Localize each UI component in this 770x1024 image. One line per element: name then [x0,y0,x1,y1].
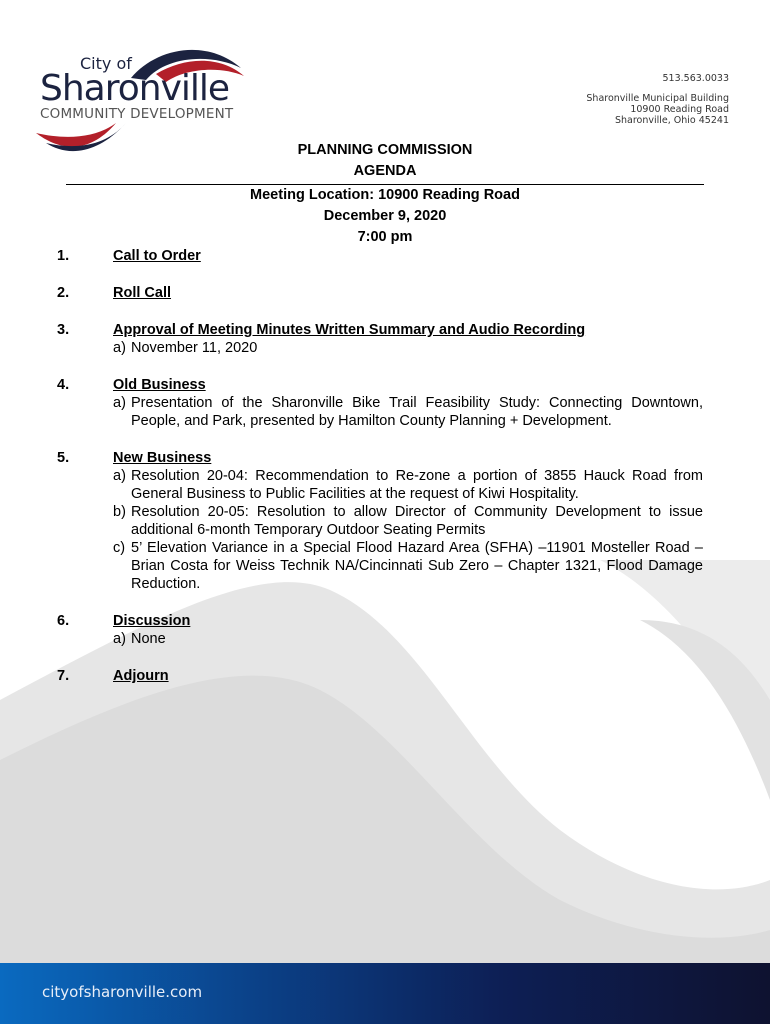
sub-item-text: 5’ Elevation Variance in a Special Flood Hazard Area (SFHA) –11901 Mosteller Road – Brian Costa for Weiss Technik NA/Cincinnati Sub Zero – Chapter 1321, Flood Damage Reduction. [131,540,703,592]
agenda-item [57,284,703,302]
sub-item [113,339,703,357]
meeting-location: Meeting Location: 10900 Reading Road [250,187,520,203]
item-title: Adjourn [113,668,169,684]
item-title: Old Business [113,377,206,393]
sub-item [113,394,703,430]
footer-url[interactable]: cityofsharonville.com [42,983,203,1001]
agenda-item [57,376,703,430]
phone: 513.563.0033 [662,73,729,84]
agenda-list [57,247,703,704]
page-subtitle: AGENDA [353,163,417,179]
sub-item [113,503,703,539]
street: 10900 Reading Road [630,104,729,115]
sub-item-letter: c) [113,540,126,556]
item-title: Call to Order [113,248,201,264]
building: Sharonville Municipal Building [586,93,729,104]
sub-item-letter: a) [113,631,126,647]
agenda-item [57,247,703,265]
sub-item [113,630,703,648]
item-title: Discussion [113,613,191,629]
page-title: PLANNING COMMISSION [297,142,473,158]
meeting-time: 7:00 pm [357,229,413,245]
item-title: Approval of Meeting Minutes Written Summary and Audio Recording [113,322,586,338]
item-title: New Business [113,450,212,466]
logo-city-of: City of [80,54,132,73]
logo-community-development: COMMUNITY DEVELOPMENT [40,106,234,122]
item-number: 5. [57,450,70,466]
sub-item-letter: a) [113,340,126,356]
agenda-item [57,449,703,593]
sub-item-text: November 11, 2020 [131,340,258,356]
agenda-item [57,667,703,685]
item-number: 4. [57,377,70,393]
sub-item-text: None [131,631,166,647]
item-number: 6. [57,613,70,629]
sub-item-text: Resolution 20-05: Resolution to allow Director of Community Development to issue additional 6-month Temporary Outdoor Seating Permits [131,504,703,538]
sub-item-text: Presentation of the Sharonville Bike Trail Feasibility Study: Connecting Downtown, People, and Park, presented by Hamilton County Planning + Development. [131,395,703,429]
item-title: Roll Call [113,285,172,301]
item-number: 7. [57,668,70,684]
city-address: Sharonville, Ohio 45241 [614,115,729,126]
divider [66,184,704,185]
sub-item-letter: a) [113,468,126,484]
sub-item-letter: a) [113,395,126,411]
footer [0,963,770,1024]
logo-sharonville: Sharonville [40,68,230,109]
sub-item-text: Resolution 20-04: Recommendation to Re-zone a portion of 3855 Hauck Road from General Business to Public Facilities at the request of Kiwi Hospitality. [131,468,703,502]
item-number: 1. [57,248,70,264]
sub-item [113,539,703,593]
agenda-item [57,321,703,357]
item-number: 2. [57,285,70,301]
item-number: 3. [57,322,70,338]
sub-item [113,467,703,503]
meeting-date: December 9, 2020 [323,208,447,224]
sub-item-letter: b) [113,504,126,520]
agenda-item [57,612,703,648]
contact-info [586,73,729,126]
